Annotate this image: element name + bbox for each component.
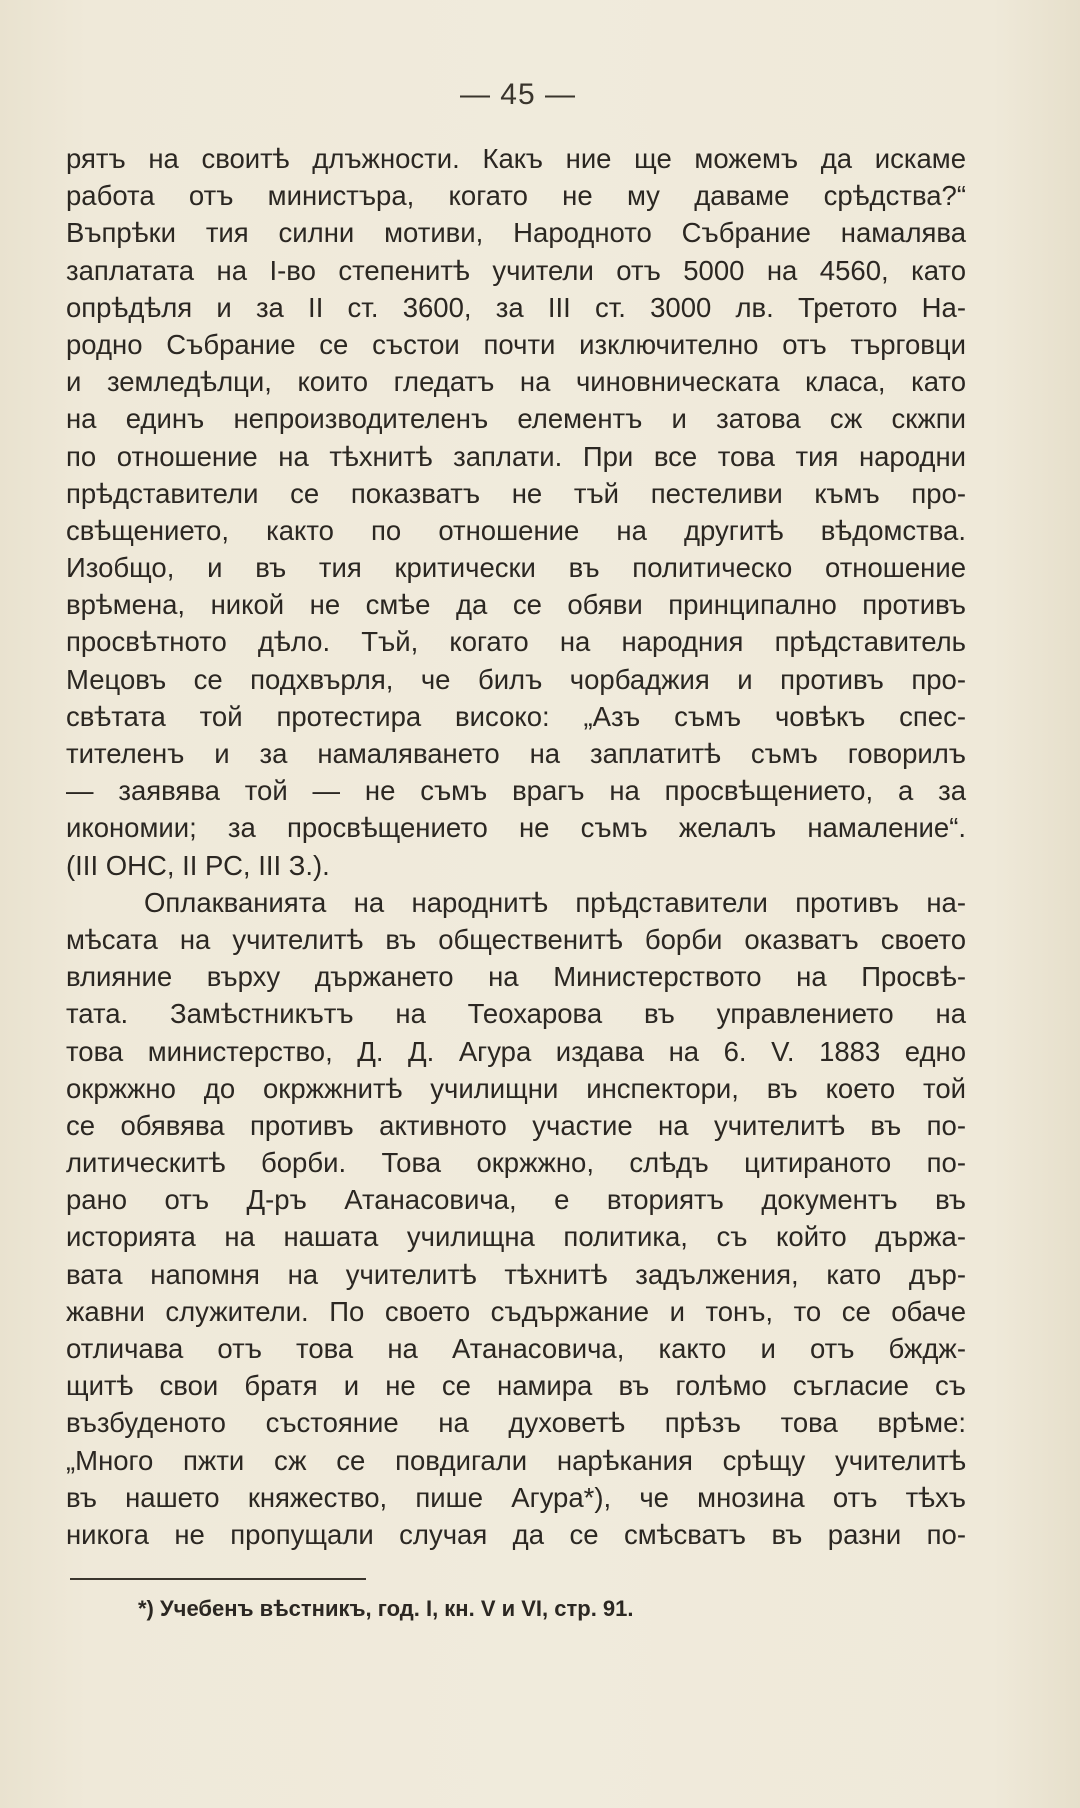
text-line: на единъ непроизводителенъ елементъ и затова сж скжпи [66, 403, 966, 435]
text-line: мѣсата на учителитѣ въ общественитѣ борби оказватъ своето [66, 923, 966, 955]
text-line: „Много пжти сж се повдигали нарѣкания срѣщу учителитѣ [66, 1444, 966, 1476]
text-line: историята на нашата училищна политика, съ който държа- [66, 1221, 966, 1253]
text-line: окржжно до окржжнитѣ училищни инспектори, въ което той [66, 1072, 966, 1104]
text-line: врѣмена, никой не смѣе да се обяви принципално противъ [66, 589, 966, 621]
text-line: прѣдставители се показватъ не тъй пестеливи къмъ про- [66, 477, 966, 509]
text-line: въ нашето княжество, пише Агура*), че мнозина отъ тѣхъ [66, 1481, 966, 1513]
text-line: икономии; за просвѣщението не съмъ желалъ намаление“. [66, 812, 966, 844]
text-line: жавни служители. По своето съдържание и тонъ, то се обаче [66, 1295, 966, 1327]
footnote: *) Учебенъ вѣстникъ, год. I, кн. V и VI, стр. 91. [138, 1596, 634, 1621]
footnote-divider [70, 1578, 366, 1580]
text-line: Мецовъ се подхвърля, че билъ чорбаджия и противъ про- [66, 663, 966, 695]
text-line: това министерство, Д. Д. Агура издава на 6. V. 1883 едно [66, 1035, 966, 1067]
text-line: тата. Замѣстникътъ на Теохарова въ управлението на [66, 998, 966, 1030]
text-line: рано отъ Д-ръ Атанасовича, е вториятъ документъ въ [66, 1184, 966, 1216]
text-line: възбуденото състояние на духоветѣ прѣзъ това врѣме: [66, 1407, 966, 1439]
text-line: рятъ на своитѣ длъжности. Какъ ние ще можемъ да искаме [66, 143, 966, 174]
text-line: опрѣдѣля и за II ст. 3600, за III ст. 3000 лв. Третото На- [66, 291, 966, 323]
text-line: работа отъ министъра, когато не му даваме срѣдства?“ [66, 180, 966, 212]
text-line: щитѣ свои братя и не се намира въ голѣмо съгласие съ [66, 1370, 966, 1402]
text-line: се обявява противъ активното участие на учителитѣ въ по- [66, 1109, 966, 1141]
text-line: тителенъ и за намаляването на заплатитѣ съмъ говорилъ [66, 738, 966, 769]
page-number: — 45 — [459, 78, 577, 111]
text-line-paragraph-end: (III ОНС, II РС, III З.). [66, 849, 330, 881]
text-line: и земледѣлци, които гледатъ на чиновническата класа, като [66, 366, 966, 398]
text-line: заплатата на I-во степенитѣ учители отъ 5000 на 4560, като [66, 254, 966, 286]
text-line: вата напомня на учителитѣ тѣхнитѣ задължения, като дър- [66, 1258, 966, 1290]
text-line: отличава отъ това на Атанасовича, както и отъ бждж- [66, 1333, 966, 1364]
text-line: родно Събрание се състои почти изключително отъ търговци [66, 328, 966, 360]
text-line: свѣщението, както по отношение на другитѣ вѣдомства. [66, 514, 966, 546]
text-line: Изобщо, и въ тия критически въ политическо отношение [66, 552, 966, 584]
text-line-paragraph-start: Оплакванията на народнитѣ прѣдставители противъ на- [144, 886, 966, 918]
text-line: никога не пропущали случая да се смѣсватъ въ разни по- [66, 1518, 966, 1550]
text-line: литическитѣ борби. Това окржжно, слѣдъ цитираното по- [66, 1147, 966, 1179]
text-line: просвѣтното дѣло. Тъй, когато на народния прѣдставитель [66, 626, 966, 658]
text-line: Въпрѣки тия силни мотиви, Народното Събрание намалява [66, 217, 966, 249]
text-line: по отношение на тѣхнитѣ заплати. При все това тия народни [66, 440, 966, 472]
text-line: влияние върху държането на Министерството на Просвѣ- [66, 961, 966, 993]
text-line: — заявява той — не съмъ врагъ на просвѣщението, а за [66, 775, 966, 807]
body-text [66, 140, 966, 1553]
text-line: свѣтата той протестира високо: „Азъ съмъ човѣкъ спес- [66, 700, 966, 732]
